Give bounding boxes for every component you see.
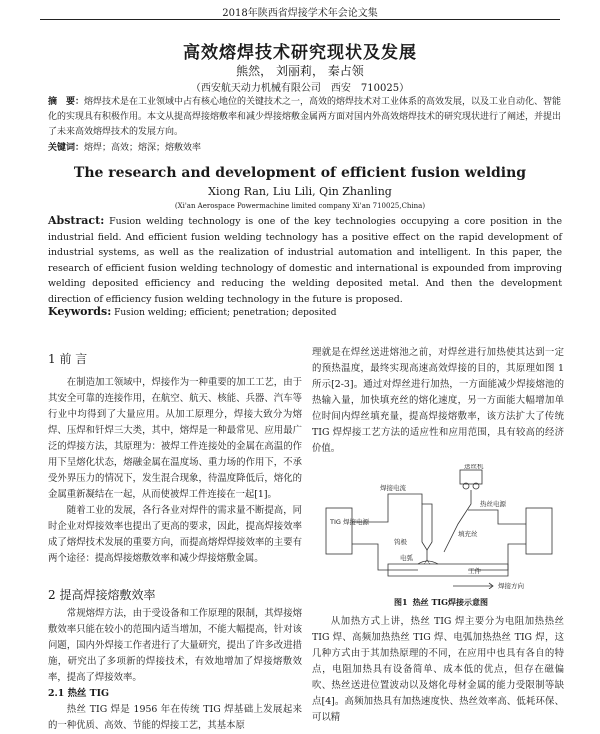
abstract-en-label: Abstract: [48, 214, 105, 227]
label-arc: 电弧 [400, 554, 413, 562]
wire-feeder-box [460, 470, 482, 484]
label-direction: 焊接方向 [498, 582, 524, 589]
label-tig-supply: TIG 焊接电源 [330, 518, 369, 526]
keywords-cn-label: 关键词： [48, 143, 85, 153]
paper-title-en: The research and development of efficient fusion welding [73, 165, 527, 181]
keywords-cn [48, 140, 562, 153]
torch-body [422, 504, 432, 550]
abstract-en [48, 213, 562, 307]
label-heat-supply: 热丝电源 [480, 500, 506, 508]
right-column-top [312, 345, 564, 457]
label-electrode: 钨极 [394, 538, 407, 546]
header-rule [40, 19, 560, 20]
authors-cn: 熊然， 刘丽莉， 秦占领 [236, 64, 364, 78]
figure-1-caption-text: 热丝 TIG焊接示意图 [412, 597, 488, 607]
paper-title-cn: 高效熔焊技术研究现状及发展 [183, 43, 417, 63]
section-2-body [48, 606, 302, 734]
hot-wire-power-box [526, 508, 552, 554]
affiliation-en: (Xi'an Aerospace Powermachine limited company Xi'an 710025,China) [174, 202, 426, 210]
section-1-body [48, 375, 302, 567]
subsection-2-1-heading: 2.1 热丝 TIG [48, 688, 109, 699]
section-1-paragraph: 在制造加工领域中，焊接作为一种重要的加工工艺，由于其安全可靠的连接作用，在航空、航天、核能、兵器、汽车等行业中均得到了大量应用。从加工原理分，焊接大致分为熔焊、压焊和钎焊三大类，其中，熔焊是一种最常见、应用最广泛的焊接方法，其原理为：被焊工件连接处的金属在高温的作用下呈熔化状态，熔融金属在温度场、重力场的作用下，不承受外界压力的情况下，发生混合现象，待温度降低后，熔化的金属重新凝结在一起，从而使被焊工件连接在一起[1]。 [48, 377, 302, 500]
abstract-cn-text: 熔焊技术是在工业领域中占有核心地位的关键技术之一，高效的熔焊技术对工业体系的高效发展，以及工业自动化、智能化的实现具有积极作用。本文从提高焊接熔敷率和减少焊接熔敷金属两方面对国内外高效熔焊技术的研究现状进行了阐述，并提出了未来高效熔焊技术的发展方向。 [48, 97, 562, 137]
keywords-en-text: Fusion welding; efficient; penetration; deposited [114, 308, 337, 318]
figure-1 [318, 464, 564, 589]
weld-pool [418, 561, 438, 564]
abstract-cn [48, 95, 562, 140]
section-2-paragraph: 热丝 TIG 焊是 1956 年在传统 TIG 焊基础上发展起来的一种优质、高效、节能的焊接工艺，其基本原 [48, 704, 302, 731]
section-1-heading: 1 前 言 [48, 352, 88, 366]
figure-1-caption [318, 597, 564, 608]
figure-1-caption-label: 图1 [394, 597, 408, 607]
section-2-paragraph: 常规熔焊方法，由于受设备和工作原理的限制，其焊接熔敷效率只能在较小的范围内适当增加，不能大幅提高，针对该问题，国内外焊接工作者进行了大量研究，提出了许多改进措施，研究出了多项新的焊接技术，有效地增加了焊接熔敷效率，提高了焊接效率。 [48, 608, 302, 683]
affiliation-cn: （西安航天动力机械有限公司 西安 710025） [190, 83, 410, 94]
label-torch: 焊接电流 [380, 484, 406, 492]
tig-power-box [326, 508, 352, 554]
authors-en: Xiong Ran, Liu Lili, Qin Zhanling [208, 185, 392, 198]
label-workpiece: 工件 [468, 567, 481, 575]
figure-1-diagram [318, 464, 564, 589]
right-column-paragraph: 从加热方式上讲，热丝 TIG 焊主要分为电阻加热热丝 TIG 焊、高频加热热丝 TIG 焊、电弧加热热丝 TIG 焊，这几种方式由于其加热原理的不同，在应用中也具有各自的特点，电阻加热具有设备简单、成本低的优点，但存在磁偏吹、热丝送进位置波动以及熔化母材金属的能力受限制等缺点[4]。高频加热具有加热速度快、热丝效率高、低耗环保、可以精 [312, 616, 564, 723]
keywords-en-label: Keywords: [48, 305, 112, 318]
filler-wire-line [444, 490, 471, 552]
section-2-heading: 2 提高焊接熔敷效率 [48, 588, 156, 602]
abstract-en-text: Fusion welding technology is one of the key technologies occupying a core position in the industrial field. And efficient fusion welding technology has a positive effect on the rapid development of industrial systems, as well as the realization of industrial automation and intelligent. In this paper, the research of efficient fusion welding technology of domestic and international is expounded from improving welding deposited efficiency and reducing the welding deposited metal. And then the development direction of efficiency fusion welding technology in the future is proposed. [48, 216, 562, 305]
right-column-bottom [312, 614, 564, 726]
section-1-paragraph: 随着工业的发展，各行各业对焊件的需求量不断提高，同时企业对焊接效率也提出了更高的要求，因此，提高焊接效率成了熔焊技术发展的重要方向，而提高熔焊焊接效率的主要有两个途径：提高焊接熔敷效率和减少焊接熔敷金属。 [48, 505, 302, 564]
right-column-paragraph: 理就是在焊丝送进熔池之前，对焊丝进行加热使其达到一定的预热温度，最终实现高速高效焊接的目的，其原理如图 1 所示[2-3]。通过对焊丝进行加热，一方面能减少焊接熔池的热输入量，加快填充丝的熔化速度，另一方面能大幅增加单位时间内焊丝填充量，提高焊接熔敷率，该方法扩大了传统 TIG 焊焊接工艺方法的适应性和应用范围，具有较高的经济价值。 [312, 347, 564, 454]
label-wire-feed: 送丝机 [464, 464, 484, 470]
label-filler: 填充丝 [458, 530, 478, 538]
running-header: 2018年陕西省焊接学术年会论文集 [222, 8, 378, 19]
keywords-cn-text: 熔焊；高效；熔深；熔敷效率 [84, 143, 202, 153]
abstract-cn-label: 摘 要： [48, 97, 85, 107]
keywords-en [48, 305, 562, 318]
